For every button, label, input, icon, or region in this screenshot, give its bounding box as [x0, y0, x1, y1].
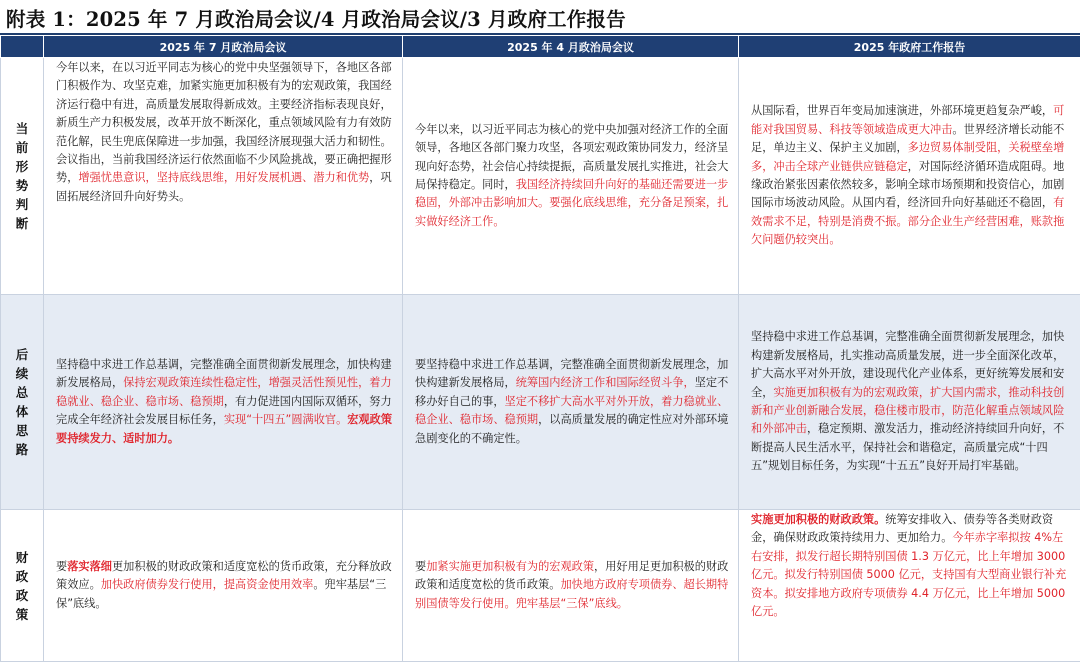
- row-label-char: 财: [3, 548, 41, 567]
- row-label-char: 总: [3, 383, 41, 402]
- table-row-current-situation: [1, 58, 1080, 295]
- body-text: ，对国际经济循环造成阻碍。地缘政治紧张因素依然较多，影响全球市场预期和投资信心，加剧国际市场波动风险。从国内看，经济回升向好基础还不稳固，: [751, 160, 1064, 210]
- row-label-char: 形: [3, 157, 41, 176]
- row-label-char: 体: [3, 402, 41, 421]
- highlighted-text: 统筹国内经济工作和国际经贸斗争，: [516, 376, 695, 389]
- highlighted-text: 实施更加积极有为的宏观政策，扩大国内需求，推动科技创新和产业创新融合发展，稳住楼市股市，防范化解重点领域风险和外部冲击: [751, 386, 1064, 436]
- cell-report-fiscal: [739, 510, 1080, 662]
- body-text: ，以高质量发展的确定性应对外部环境急剧变化的不确定性。: [415, 413, 728, 444]
- row-label-char: 思: [3, 421, 41, 440]
- row-label-char: 政: [3, 567, 41, 586]
- cell-report-situation: [739, 58, 1080, 295]
- body-text: 从国际看，世界百年变局加速演进，外部环境更趋复杂严峻，: [751, 104, 1053, 117]
- cell-july-situation: [44, 58, 403, 295]
- body-text: 要: [415, 560, 426, 573]
- cell-april-fiscal: [403, 510, 739, 662]
- column-header-july: 2025 年 7 月政治局会议: [44, 36, 403, 58]
- row-label-overall-approach: [1, 295, 44, 510]
- comparison-table: [0, 35, 1080, 662]
- body-text: 要: [56, 560, 67, 573]
- body-text: ，用好用足更加积极的财政政策和适度宽松的货币政策。: [415, 560, 728, 591]
- highlighted-text: 增强忧患意识，坚持底线思维，用好发展机遇、潜力和优势: [78, 171, 369, 184]
- body-text: 坚定不移办好自己的事，: [415, 376, 728, 407]
- page-title: 附表 1：2025 年 7 月政治局会议/4 月政治局会议/3 月政府工作报告: [6, 4, 626, 34]
- body-text: ，巩固拓展经济回升向好势头。: [56, 171, 392, 202]
- row-label-char: 策: [3, 605, 41, 624]
- body-text: 统筹安排收入、债券等各类财政资金，确保财政政策持续用力、更加给力。: [751, 513, 1053, 544]
- row-label-char: 续: [3, 364, 41, 383]
- row-label-char: 势: [3, 176, 41, 195]
- row-label-char: 当: [3, 119, 41, 138]
- highlighted-text: 实现“十四五”圆满收官。: [224, 413, 347, 426]
- row-label-char: 后: [3, 345, 41, 364]
- highlighted-text: 今年赤字率拟按 4%左右安排，拟发行超长期特别国债 1.3 万亿元，比上年增加 3000 亿元。拟发行特别国债 5000 亿元，支持国有大型商业银行补充资本。拟安排地方政府专项债券 4.4 万亿元，比上年增加 5000 亿元。: [751, 531, 1066, 618]
- highlighted-text: 加紧实施更加积极有为的宏观政策: [426, 560, 594, 573]
- highlighted-text: 可能对我国贸易、科技等领域造成更大冲击: [751, 104, 1064, 135]
- cell-july-fiscal: [44, 510, 403, 662]
- body-text: 更加积极的财政政策和适度宽松的货币政策，充分释放政策效应。: [56, 560, 392, 591]
- cell-july-approach: [44, 295, 403, 510]
- body-text: 今年以来，在以习近平同志为核心的党中央坚强领导下，各地区各部门积极作为、攻坚克难，加紧实施更加积极有为的宏观政策，我国经济运行稳中有进，高质量发展取得新成效。主要经济指标表现良好，新质生产力积极发展，改革开放不断深化，重点领域风险有力有效防范化解，民生兜底保障进一步加强，我国经济展现强大活力和韧性。会议指出，当前我国经济运行依然面临不少风险挑战，要正确把握形势，: [56, 61, 392, 184]
- row-label-fiscal-policy: [1, 510, 44, 662]
- column-header-april: 2025 年 4 月政治局会议: [403, 36, 739, 58]
- header-corner: [1, 36, 44, 58]
- highlighted-text: 有效需求不足，特别是消费不振。部分企业生产经营困难，账款拖欠问题仍较突出。: [751, 196, 1064, 246]
- body-text: 要坚持稳中求进工作总基调，完整准确全面贯彻新发展理念，加快构建新发展格局，: [415, 358, 728, 389]
- body-text: 坚持稳中求进工作总基调，完整准确全面贯彻新发展理念，加快构建新发展格局，扎实推动高质量发展，进一步全面深化改革，扩大高水平对外开放，建设现代化产业体系，更好统筹发展和安全，: [751, 330, 1064, 398]
- row-label-current-situation: [1, 58, 44, 295]
- row-label-char: 判: [3, 195, 41, 214]
- table-row-fiscal-policy: [1, 510, 1080, 662]
- highlighted-text: 宏观政策要持续发力、适时加力。: [56, 413, 392, 444]
- highlighted-text: 保持宏观政策连续性稳定性，增强灵活性预见性，着力稳就业、稳企业、稳市场、稳预期: [56, 376, 392, 407]
- row-label-char: 断: [3, 214, 41, 233]
- highlighted-text: 坚定不移扩大高水平对外开放，着力稳就业、稳企业、稳市场、稳预期: [415, 395, 728, 426]
- body-text: 今年以来，以习近平同志为核心的党中央加强对经济工作的全面领导，各地区各部门聚力攻坚，各项宏观政策协同发力，经济呈现向好态势，社会信心持续提振，高质量发展扎实推进，社会大局保持稳定。同时，: [415, 123, 728, 191]
- highlighted-text: 实施更加积极的财政政策。: [751, 513, 885, 526]
- highlighted-text: 加快地方政府专项债券、超长期特别国债等发行使用。兜牢基层“三保”底线。: [415, 578, 728, 609]
- highlighted-text: 多边贸易体制受阻，关税壁垒增多，冲击全球产业链供应链稳定: [751, 141, 1064, 172]
- cell-april-approach: [403, 295, 739, 510]
- body-text: ，有力促进国内国际双循环，努力完成全年经济社会发展目标任务，: [56, 395, 392, 426]
- table-row-overall-approach: [1, 295, 1080, 510]
- highlighted-text: 加快政府债券发行使用，提高资金使用效率: [101, 578, 314, 591]
- cell-april-situation: [403, 58, 739, 295]
- row-label-char: 政: [3, 586, 41, 605]
- body-text: 。世界经济增长动能不足，单边主义、保护主义加剧，: [751, 123, 1064, 154]
- body-text: ，稳定预期、激发活力，推动经济持续回升向好，不断提高人民生活水平，保持社会和谐稳定，高质量完成“十四五”规划目标任务，为实现“十五五”良好开局打牢基础。: [751, 422, 1064, 472]
- cell-report-approach: [739, 295, 1080, 510]
- body-text: 。兜牢基层“三保”底线。: [56, 578, 386, 609]
- highlighted-text: 落实落细: [67, 560, 112, 573]
- row-label-char: 路: [3, 440, 41, 459]
- highlighted-text: 我国经济持续回升向好的基础还需要进一步稳固，外部冲击影响加大。要强化底线思维，充分备足预案，扎实做好经济工作。: [415, 178, 728, 228]
- body-text: 坚持稳中求进工作总基调，完整准确全面贯彻新发展理念，加快构建新发展格局，: [56, 358, 392, 389]
- row-label-char: 前: [3, 138, 41, 157]
- column-header-gov-report: 2025 年政府工作报告: [739, 36, 1080, 58]
